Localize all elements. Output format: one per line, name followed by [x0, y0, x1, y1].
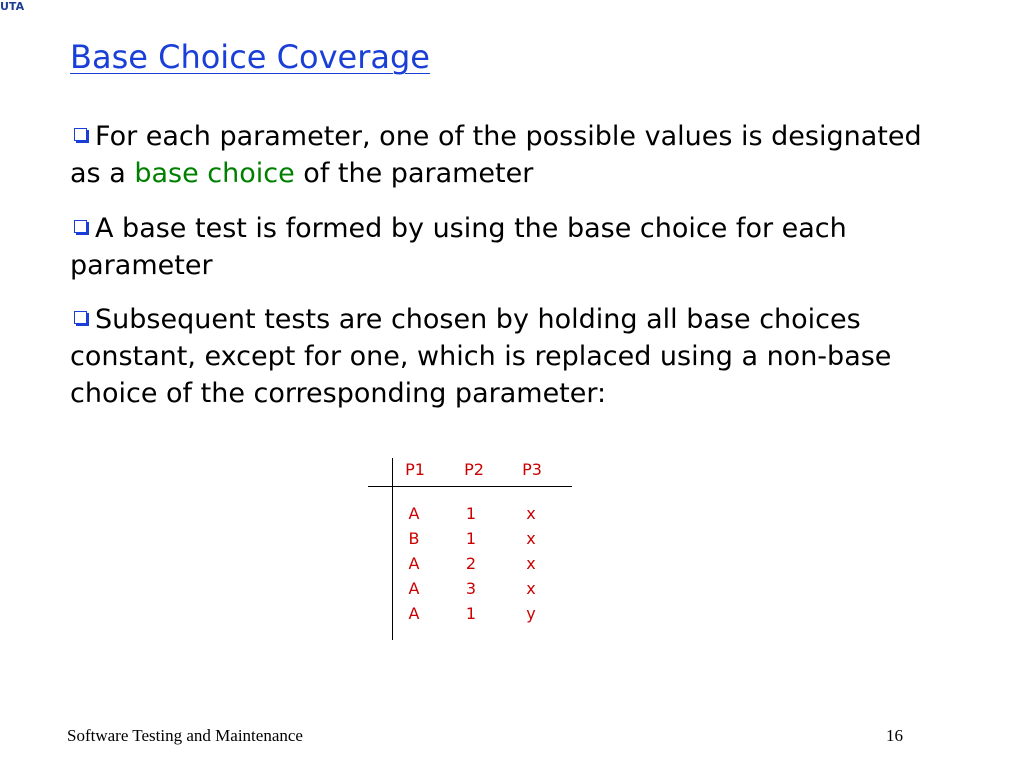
- table-cell: A: [408, 579, 420, 598]
- table-horizontal-divider: [368, 486, 572, 487]
- table-cell: x: [526, 504, 536, 523]
- slide-title: Base Choice Coverage: [70, 38, 430, 76]
- bullet-list: [70, 118, 930, 430]
- table-header-p2: P2: [464, 460, 484, 479]
- table-cell: A: [408, 504, 420, 523]
- bullet-item-1: [70, 118, 930, 192]
- bullet-item-3: [70, 301, 930, 412]
- table-cell: x: [526, 579, 536, 598]
- table-cell: A: [408, 604, 420, 623]
- table-cell: 1: [465, 529, 477, 548]
- parameter-table: [368, 458, 572, 640]
- table-cell: 1: [465, 504, 477, 523]
- bullet-item-2: [70, 210, 930, 284]
- table-cell: x: [526, 554, 536, 573]
- footer-page-number: 16: [886, 726, 903, 745]
- bullet-text: Subsequent tests are chosen by holding all base choices constant, except for one, which is replaced using a non-base choice of the corresponding parameter:: [70, 304, 892, 409]
- bullet-text-after: of the parameter: [294, 158, 534, 189]
- table-cell: y: [526, 604, 536, 623]
- uta-logo: UTA: [0, 0, 25, 13]
- bullet-text: A base test is formed by using the base choice for each parameter: [70, 213, 847, 281]
- footer-course-name: Software Testing and Maintenance: [67, 726, 303, 745]
- table-cell: 3: [465, 579, 477, 598]
- checkbox-bullet-icon: [74, 311, 87, 324]
- bullet-text-before: For each parameter, one of the possible values is designated as a: [70, 121, 922, 189]
- table-header-p1: P1: [405, 460, 425, 479]
- table-cell: 2: [465, 554, 477, 573]
- table-cell: 1: [465, 604, 477, 623]
- table-cell: x: [526, 529, 536, 548]
- table-header-p3: P3: [522, 460, 542, 479]
- table-cell: B: [408, 529, 420, 548]
- checkbox-bullet-icon: [74, 220, 87, 233]
- table-cell: A: [408, 554, 420, 573]
- base-choice-highlight: base choice: [134, 158, 295, 189]
- checkbox-bullet-icon: [74, 128, 87, 141]
